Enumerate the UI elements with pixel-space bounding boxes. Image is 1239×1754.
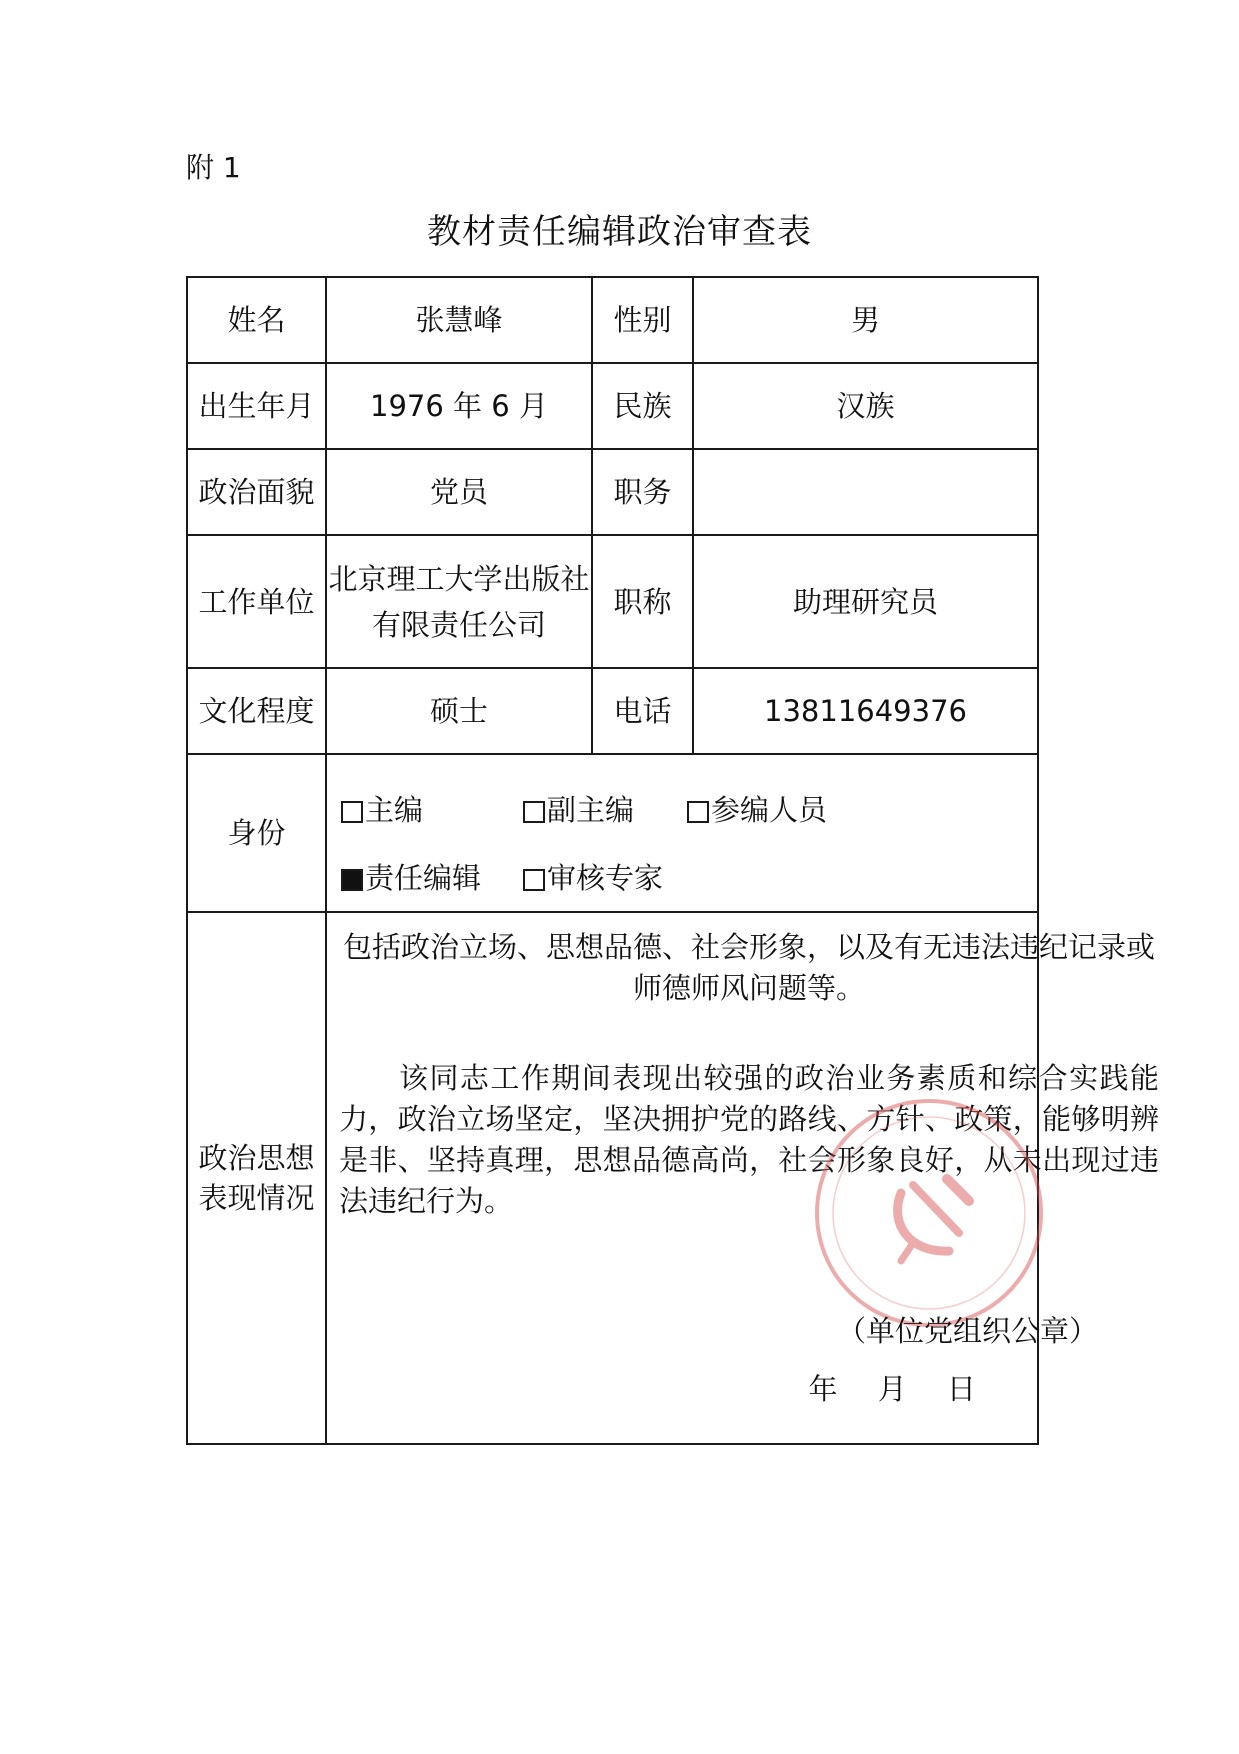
row-birth <box>187 363 1038 449</box>
birth-value: 1976 年 6 月 <box>326 363 592 449</box>
review-form-table <box>186 276 1159 1445</box>
date-month-label: 月 <box>877 1372 907 1406</box>
ethnicity-label: 民族 <box>592 363 693 449</box>
role-options <box>326 754 1038 912</box>
row-employer <box>187 535 1038 668</box>
role-option-review-expert[interactable] <box>523 858 663 898</box>
date-day-label: 日 <box>946 1372 976 1406</box>
position-value <box>693 449 1038 535</box>
employer-value-line2: 有限责任公司 <box>371 607 546 642</box>
phone-value: 13811649376 <box>693 668 1038 754</box>
role-option-label: 主编 <box>365 793 424 827</box>
role-option-contributor[interactable] <box>687 790 827 830</box>
role-line-2 <box>327 858 1037 898</box>
checkbox-checked-icon[interactable] <box>341 869 363 891</box>
employer-label: 工作单位 <box>187 535 326 668</box>
role-option-responsible-editor[interactable] <box>341 858 481 898</box>
row-education <box>187 668 1038 754</box>
birth-label: 出生年月 <box>187 363 326 449</box>
seal-label: （单位党组织公章） <box>837 1314 1099 1348</box>
gender-label: 性别 <box>592 277 693 363</box>
title-value: 助理研究员 <box>693 535 1038 668</box>
evaluation-label-line2: 表现情况 <box>198 1181 315 1215</box>
role-option-label: 审核专家 <box>547 861 664 895</box>
checkbox-icon[interactable] <box>523 801 545 823</box>
education-label: 文化程度 <box>187 668 326 754</box>
row-evaluation <box>187 912 1038 1444</box>
evaluation-label-line1: 政治思想 <box>198 1141 315 1175</box>
row-name <box>187 277 1038 363</box>
checkbox-icon[interactable] <box>341 801 363 823</box>
role-option-deputy-editor[interactable] <box>523 790 634 830</box>
checkbox-icon[interactable] <box>523 869 545 891</box>
position-label: 职务 <box>592 449 693 535</box>
employer-value <box>326 535 592 668</box>
name-label: 姓名 <box>187 277 326 363</box>
evaluation-label <box>187 912 326 1444</box>
date-line <box>793 1369 991 1409</box>
evaluation-content <box>326 912 1159 1444</box>
date-year-label: 年 <box>808 1372 838 1406</box>
phone-label: 电话 <box>592 668 693 754</box>
education-value: 硕士 <box>326 668 592 754</box>
row-role <box>187 754 1038 912</box>
row-political <box>187 449 1038 535</box>
role-label: 身份 <box>187 754 326 912</box>
role-option-label: 参编人员 <box>711 793 828 827</box>
attachment-label: 附 1 <box>186 151 241 184</box>
political-value: 党员 <box>326 449 592 535</box>
role-line-1 <box>327 790 1037 830</box>
evaluation-guide-text: 包括政治立场、思想品德、社会形象，以及有无违法违纪记录或师德师风问题等。 <box>342 930 1155 1005</box>
evaluation-assessment-text: 该同志工作期间表现出较强的政治业务素质和综合实践能力，政治立场坚定，坚决拥护党的路线、方针、政策，能够明辨是非、坚持真理，思想品德高尚，社会形象良好，从未出现过违法违纪行为。 <box>339 1061 1159 1218</box>
role-option-label: 责任编辑 <box>365 861 482 895</box>
role-option-chief-editor[interactable] <box>341 790 423 830</box>
form-title: 教材责任编辑政治审查表 <box>427 212 812 252</box>
checkbox-icon[interactable] <box>687 801 709 823</box>
role-option-label: 副主编 <box>547 793 635 827</box>
gender-value: 男 <box>693 277 1038 363</box>
ethnicity-value: 汉族 <box>693 363 1038 449</box>
employer-value-line1: 北京理工大学出版社 <box>328 561 590 596</box>
title-label: 职称 <box>592 535 693 668</box>
political-label: 政治面貌 <box>187 449 326 535</box>
name-value: 张慧峰 <box>326 277 592 363</box>
